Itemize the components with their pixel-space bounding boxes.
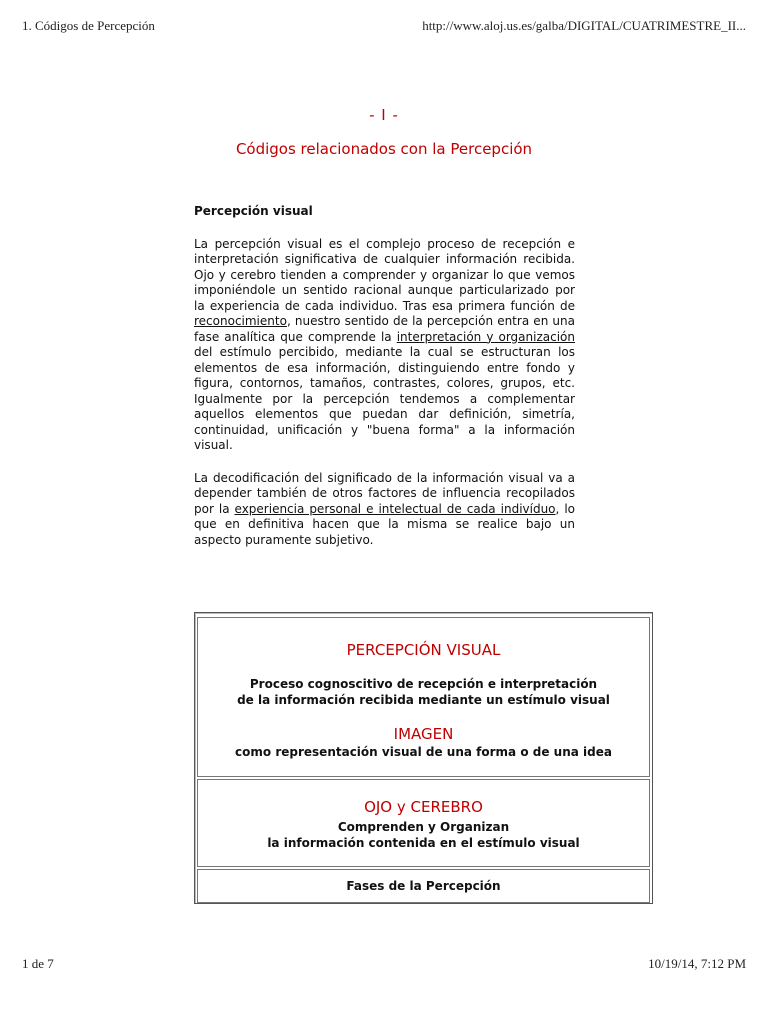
section-title: Percepción visual [194,204,313,218]
page-url: http://www.aloj.us.es/galba/DIGITAL/CUATRIMESTRE_II... [422,18,746,33]
main-text [194,204,575,565]
heading-percepcion-visual: PERCEPCIÓN VISUAL [346,641,501,659]
print-footer [22,956,746,972]
heading-imagen: IMAGEN [393,725,454,743]
fases-text: Fases de la Percepción [346,879,501,893]
heading-ojo-cerebro: OJO y CEREBRO [364,798,483,816]
page-number: 1 de 7 [22,956,54,971]
percepcion-line-2: de la información recibida mediante un estímulo visual [237,693,610,707]
summary-table [194,612,653,904]
ojo-cerebro-line-1: Comprenden y Organizan [337,820,510,834]
ojo-cerebro-line-2: la información contenida en el estímulo visual [267,836,580,850]
page-title: 1. Códigos de Percepción [22,18,155,33]
table-cell-percepcion [197,617,650,777]
table-cell-fases [197,869,650,903]
percepcion-line-1: Proceso cognoscitivo de recepción e interpretación [249,677,598,691]
table-cell-ojo-cerebro [197,779,650,867]
paragraph-2: La decodificación del significado de la información visual va a depender también de otros factores de influencia recopilados por la experiencia personal e intelectual de cada indivíduo, lo que en definitiva hacen que la misma se realice bajo un aspecto puramente subjetivo. [194,470,575,547]
link-reconocimiento[interactable]: reconocimiento [194,314,287,328]
print-timestamp: 10/19/14, 7:12 PM [648,956,746,971]
link-interpretacion-organizacion[interactable]: interpretación y organización [396,329,576,344]
document-title: Códigos relacionados con la Percepción [235,140,533,158]
paragraph-1: La percepción visual es el complejo proceso de recepción e interpretación significativa de cualquier información recibida. Ojo y cerebro tienden a comprender y organizar lo que vemos imponiéndole un sentido racional aunque particularizado por la experiencia de cada individuo. Tras esa primera función de reconocimiento, nuestro sentido de la percepción entra en una fase analítica que comprende la interpretación y organización del estímulo percibido, mediante la cual se estructuran los elementos de esa información, distinguiendo entre fondo y figura, contornos, tamaños, contrastes, colores, grupos, etc. Igualmente por la percepción tendemos a complementar aquellos elementos que puedan dar definición, simetría, continuidad, unificación y "buena forma" a la información visual. [194,236,576,452]
imagen-text: como representación visual de una forma o de una idea [235,745,612,759]
chapter-number: - I - [369,106,399,124]
link-experiencia-personal[interactable]: experiencia personal e intelectual de cada indivíduo [234,501,556,516]
print-header [22,18,746,34]
